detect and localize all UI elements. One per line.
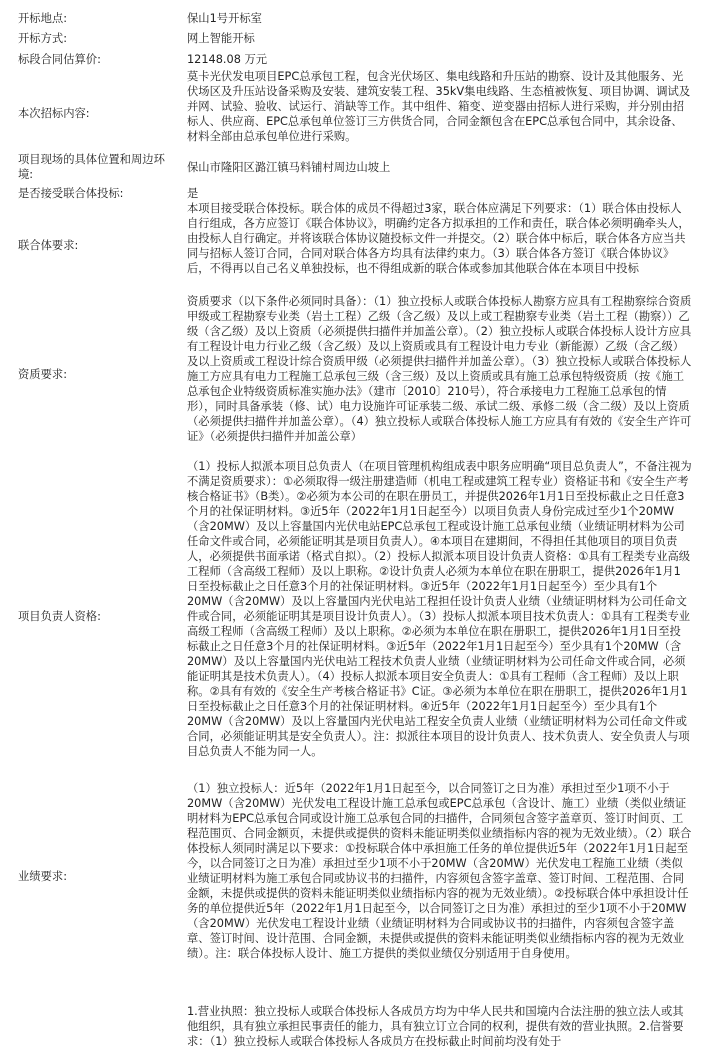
row-performance-requirements [0,781,705,1003]
value-site-location: 保山市隆阳区潞江镇马料铺村周边山坡上 [187,161,391,174]
label-estimated-contract-price: 标段合同估算价: [18,53,101,66]
value-consortium-requirements: 本项目接受联合体投标。联合体的成员不得超过3家，联合体应满足下列要求：（1）联合体由投标人自行组成，各方应签订《联合体协议》，明确约定各方拟承担的工作和责任，联合体必须明确牵头人，由投标人自行确定。并将该联合体协议随投标文件一并提交。（2）联合体中标后，联合体各方应当共同与招标人签订合同，合同对联合体各方均具有法律约束力。（3）联合体各方签订《联合体协议》后，不得再以自己名义单独投标，也不得组成新的联合体或参加其他联合体在本项目中投标 [187,202,690,275]
row-bid-opening-method [0,31,705,47]
value-accept-consortium: 是 [187,187,199,200]
label-bid-opening-method: 开标方式: [18,32,67,45]
row-qualification-requirements [0,294,705,459]
row-other-requirements [0,1004,705,1048]
label-qualification-requirements: 资质要求: [18,368,67,381]
row-tender-content [0,69,705,159]
value-other-requirements: 1.营业执照：独立投标人或联合体投标人各成员方均为中华人民共和国境内合法注册的独立法人或其他组织，具有独立承担民事责任的能力，具有独立订立合同的权利，提供有效的营业执照。2.信誉要求：（1）独立投标人或联合体投标人各成员方在投标截止时间前均没有处于 [187,1005,684,1048]
label-accept-consortium: 是否接受联合体投标: [18,187,124,200]
label-tender-content: 本次招标内容: [18,107,90,120]
row-accept-consortium [0,186,705,202]
value-bid-opening-method: 网上智能开标 [187,32,255,45]
label-project-manager-qualification: 项目负责人资格: [18,610,101,623]
label-site-location: 项目现场的具体位置和周边环境: [18,153,165,181]
row-project-manager-qualification [0,459,705,779]
row-site-location [0,152,705,184]
label-bid-opening-location: 开标地点: [18,12,67,25]
value-bid-opening-location: 保山1号开标室 [187,12,262,25]
value-qualification-requirements: 资质要求（以下条件必须同时具备）：（1）独立投标人或联合体投标人勘察方应具有工程勘察综合资质甲级或工程勘察专业类（岩土工程）乙级（含乙级）及以上或工程勘察专业类（岩土工程（勘察））乙级（含乙级）及以上资质（必须提供扫描件并加盖公章）。（2）独立投标人或联合体投标人设计方应具有工程设计电力行业乙级（含乙级）及以上资质或具有工程设计电力专业（新能源）乙级（含乙级）及以上资质或工程设计综合资质甲级（必须提供扫描件并加盖公章）。（3）独立投标人或联合体投标人施工方应具有电力工程施工总承包三级（含三级）及以上资质或具有施工总承包特级资质（按《施工总承包企业特级资质标准实施办法》（建市〔2010〕210号），符合承接电力工程施工总承包的情形），同时具备承装（修、试）电力设施许可证承装二级、承试二级、承修二级（含二级）及以上资质（必须提供扫描件并加盖公章）。（4）独立投标人或联合体投标人施工方应具有有效的《安全生产许可证》（必须提供扫描件并加盖公章） [187,295,692,443]
row-consortium-requirements [0,201,705,291]
row-bid-opening-location [0,11,705,27]
label-performance-requirements: 业绩要求: [18,870,67,883]
value-performance-requirements: （1）独立投标人：近5年（2022年1月1日起至今，以合同签订之日为准）承担过至少1项不小于20MW（含20MW）光伏发电工程设计施工总承包或EPC总承包（含设计、施工）业绩（类似业绩证明材料为EPC总承包合同或设计施工总承包合同的扫描件，合同须包含签字盖章页、签订时间页、工程范围页、合同金额页，未提供或提供的资料未能证明类似业绩指标内容的视为无效业绩）。（2）联合体投标人须同时满足以下要求：①投标联合体中承担施工任务的单位提供近5年（2022年1月1日起至今，以合同签订之日为准）承担过至少1项不小于20MW（含20MW）光伏发电工程施工业绩（类似业绩证明材料为施工承包合同或协议书的扫描件，内容须包含签字盖章、签订时间、工程范围、合同金额，未提供或提供的资料未能证明类似业绩指标内容的视为无效业绩）。②投标联合体中承担设计任务的单位提供近5年（2022年1月1日起至今，以合同签订之日为准）承担过的至少1项不小于20MW（含20MW）光伏发电工程设计业绩（业绩证明材料为合同或协议书的扫描件，内容须包含签字盖章、签订时间、设计范围、合同金额，未提供或提供的资料未能证明类似业绩指标内容的视为无效业绩）。注：联合体投标人设计、施工方提供的类似业绩仅分别适用于自身使用。 [187,782,692,960]
value-tender-content: 莫卡光伏发电项目EPC总承包工程，包含光伏场区、集电线路和升压站的勘察、设计及其他服务、光伏场区及升压站设备采购及安装、建筑安装工程、35kV集电线路、生态植被恢复、项目协调、调试及并网、试验、验收、试运行、消缺等工作。其中组件、箱变、逆变器由招标人进行采购，并分别由招标人、供应商、EPC总承包单位签订三方供货合同，合同金额包含在EPC总承包合同中，其余设备、材料全部由总承包单位进行采购。 [187,70,691,143]
value-estimated-contract-price: 12148.08 万元 [187,53,268,66]
value-project-manager-qualification: （1）投标人拟派本项目总负责人（在项目管理机构组成表中职务应明确“项目总负责人”，不备注视为不满足资质要求）：①必须取得一级注册建造师（机电工程或建筑工程专业）资格证书和《安全生产考核合格证书》（B类）。②必须为本公司的在职在册员工，并提供2026年1月1日至投标截止之日任意3个月的社保证明材料。③近5年（2022年1月1日起至今）以项目负责人身份完成过至少1个20MW（含20MW）及以上容量国内光伏电站EPC总承包工程或设计施工总承包业绩（业绩证明材料为公司任命文件或合同，必须能证明其是项目负责人）。④本项目在建期间，不得担任其他项目的项目负责人，必须提供书面承诺（格式自拟）。（2）投标人拟派本项目设计负责人资格：①具有工程类专业高级工程师（含高级工程师）及以上职称。②设计负责人必须为本单位在职在册职工，提供2026年1月1日至投标截止之日任意3个月的社保证明材料。③近5年（2022年1月1日起至今）至少具有1个20MW（含20MW）及以上容量国内光伏电站工程担任设计负责人业绩（业绩证明材料为公司任命文件或合同，必须能证明其是项目设计负责人）。（3）投标人拟派本项目技术负责人：①具有工程类专业高级工程师（含高级工程师）及以上职称。②必须为本单位在职在册职工，提供2026年1月1日至投标截止之日任意3个月的社保证明材料。③近5年（2022年1月1日起至今）至少具有1个20MW（含20MW）及以上容量国内光伏电站工程技术负责人业绩（业绩证明材料为公司任命文件或合同，必须能证明其是技术负责人）。（4）投标人拟派本项目安全负责人：①具有工程师（含工程师）及以上职称。②具有有效的《安全生产考核合格证书》C证。③必须为本单位在职在册职工，提供2026年1月1日至投标截止之日任意3个月的社保证明材料。④近5年（2022年1月1日起至今）至少具有1个20MW（含20MW）及以上容量国内光伏电站工程安全负责人业绩（业绩证明材料为公司任命文件或合同，必须能证明其是安全负责人）。注：拟派往本项目的设计负责人、技术负责人、安全负责人与项目总负责人不能为同一人。 [187,460,692,758]
row-estimated-contract-price [0,52,705,68]
label-consortium-requirements: 联合体要求: [18,239,79,252]
